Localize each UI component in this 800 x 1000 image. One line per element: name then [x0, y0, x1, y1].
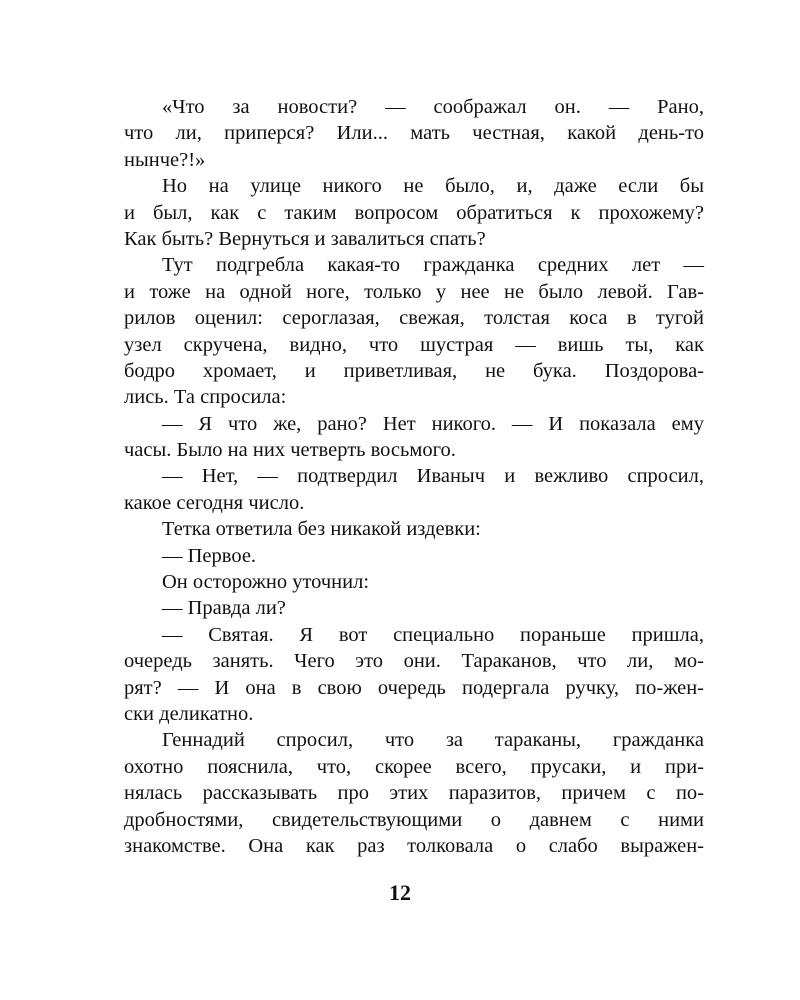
- text-line: охотно пояснила, что, скорее всего, прусаки, и при-: [124, 755, 704, 778]
- page-body: [124, 94, 704, 859]
- text-line: рят? — И она в свою очередь подергала ручку, по-жен-: [124, 676, 704, 699]
- text-line: — Я что же, рано? Нет никого. — И показала ему: [162, 412, 704, 435]
- text-line: Но на улице никого не было, и, даже если бы: [162, 175, 704, 198]
- text-line: дробностями, свидетельствующими о давнем с ними: [124, 808, 704, 831]
- text-line: и был, как с таким вопросом обратиться к прохожему?: [124, 201, 704, 224]
- text-line: Он осторожно уточнил:: [162, 571, 370, 594]
- text-line: какое сегодня число.: [124, 491, 305, 514]
- text-line: — Святая. Я вот специально пораньше пришла,: [162, 623, 704, 646]
- text-line: и тоже на одной ноге, только у нее не было левой. Гав-: [124, 280, 704, 303]
- text-line: нынче?!»: [124, 148, 206, 171]
- text-line: что ли, приперся? Или... мать честная, какой день-то: [124, 122, 704, 145]
- text-line: — Первое.: [162, 544, 257, 567]
- text-line: узел скручена, видно, что шустрая — вишь ты, как: [124, 333, 704, 356]
- text-line: — Нет, — подтвердил Иваныч и вежливо спросил,: [162, 465, 704, 488]
- text-line: Геннадий спросил, что за тараканы, гражданка: [162, 729, 704, 752]
- text-line: часы. Было на них четверть восьмого.: [124, 439, 456, 462]
- text-line: — Правда ли?: [162, 597, 286, 620]
- page-number: 12: [389, 880, 411, 905]
- text-line: бодро хромает, и приветливая, не бука. Поздорова-: [124, 359, 704, 382]
- text-line: очередь занять. Чего это они. Тараканов, что ли, мо-: [124, 650, 704, 673]
- text-line: нялась рассказывать про этих паразитов, причем с по-: [124, 782, 704, 805]
- text-line: Тетка ответила без никакой издевки:: [162, 518, 481, 541]
- text-line: Тут подгребла какая-то гражданка средних лет —: [162, 254, 704, 277]
- text-line: «Что за новости? — соображал он. — Рано,: [162, 96, 704, 118]
- text-line: Как быть? Вернуться и завалиться спать?: [124, 227, 486, 250]
- text-line: лись. Та спросила:: [124, 386, 287, 409]
- text-line: рилов оценил: сероглазая, свежая, толстая коса в тугой: [124, 307, 704, 330]
- text-line: ски деликатно.: [124, 702, 254, 725]
- text-line: знакомстве. Она как раз толковала о слабо выражен-: [124, 834, 704, 857]
